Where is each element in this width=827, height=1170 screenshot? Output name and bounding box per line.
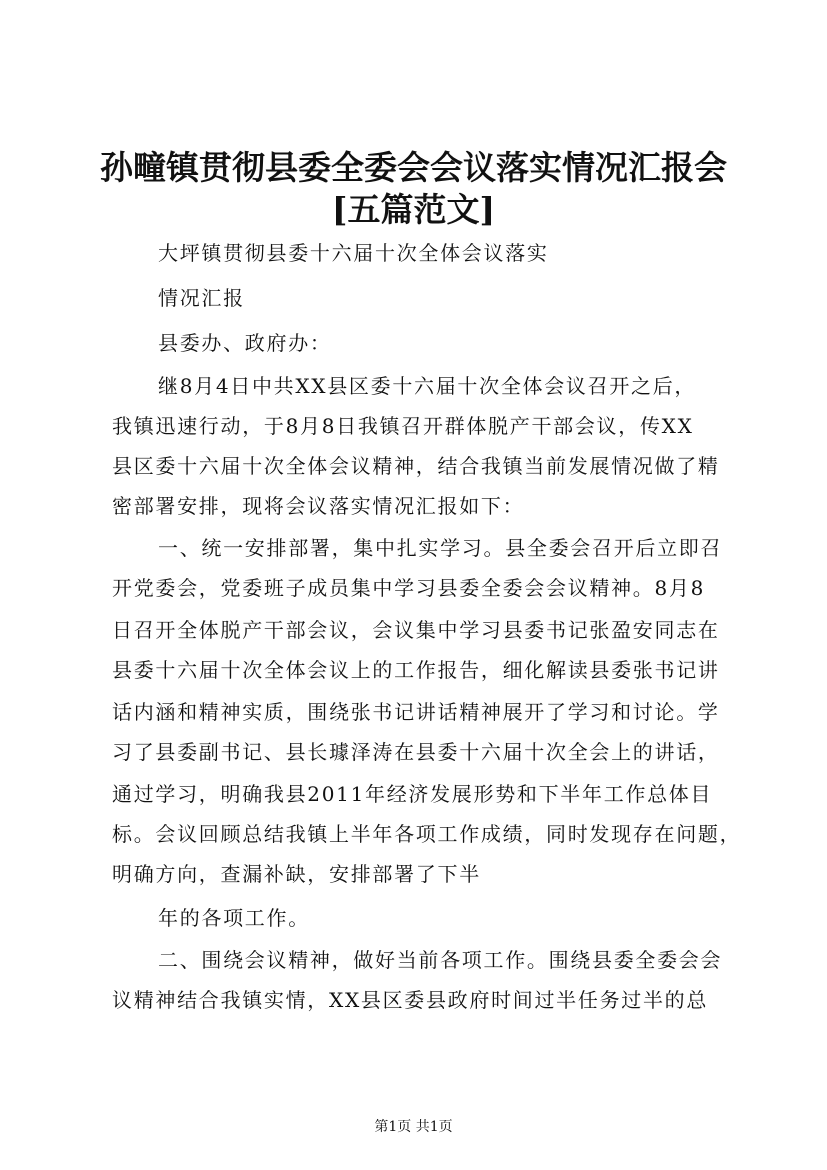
document-title-line-2: [五篇范文]	[331, 190, 496, 229]
body-line: 习了县委副书记、县长璩泽涛在县委十六届十次全会上的讲话，	[112, 740, 720, 764]
body-line: 县委办、政府办：	[158, 331, 332, 355]
body-line: 明确方向，查漏补缺，安排部署了下半	[112, 862, 481, 886]
body-line: 通过学习，明确我县2011年经济发展形势和下半年工作总体目	[112, 782, 713, 806]
body-line: 二、围绕会议精神，做好当前各项工作。围绕县委全委会会	[158, 948, 723, 972]
document-title-line-1: 孙疃镇贯彻县委全委会会议落实情况汇报会	[100, 148, 727, 187]
body-line: 情况汇报	[158, 286, 245, 310]
body-line: 话内涵和精神实质，围绕张书记讲话精神展开了学习和讨论。学	[112, 700, 720, 724]
body-line: 标。会议回顾总结我镇上半年各项工作成绩，同时发现存在问题，	[112, 822, 742, 846]
body-line: 继8月4日中共XX县区委十六届十次全体会议召开之后，	[158, 374, 697, 398]
body-line: 我镇迅速行动，于8月8日我镇召开群体脱产干部会议，传XX	[112, 414, 694, 438]
body-line: 大坪镇贯彻县委十六届十次全体会议落实	[158, 241, 549, 265]
body-line: 开党委会，党委班子成员集中学习县委全委会会议精神。8月8	[112, 576, 706, 600]
body-line: 县区委十六届十次全体会议精神，结合我镇当前发展情况做了精	[112, 454, 720, 478]
page-number-footer: 第1页 共1页	[374, 1119, 453, 1135]
body-line: 密部署安排，现将会议落实情况汇报如下：	[112, 494, 525, 518]
body-line: 县委十六届十次全体会议上的工作报告，细化解读县委张书记讲	[112, 658, 720, 682]
body-line: 年的各项工作。	[158, 906, 310, 930]
body-line: 日召开全体脱产干部会议，会议集中学习县委书记张盈安同志在	[112, 618, 720, 642]
body-line: 议精神结合我镇实情，XX县区委县政府时间过半任务过半的总	[112, 988, 709, 1012]
body-line: 一、统一安排部署，集中扎实学习。县全委会召开后立即召	[158, 536, 723, 560]
